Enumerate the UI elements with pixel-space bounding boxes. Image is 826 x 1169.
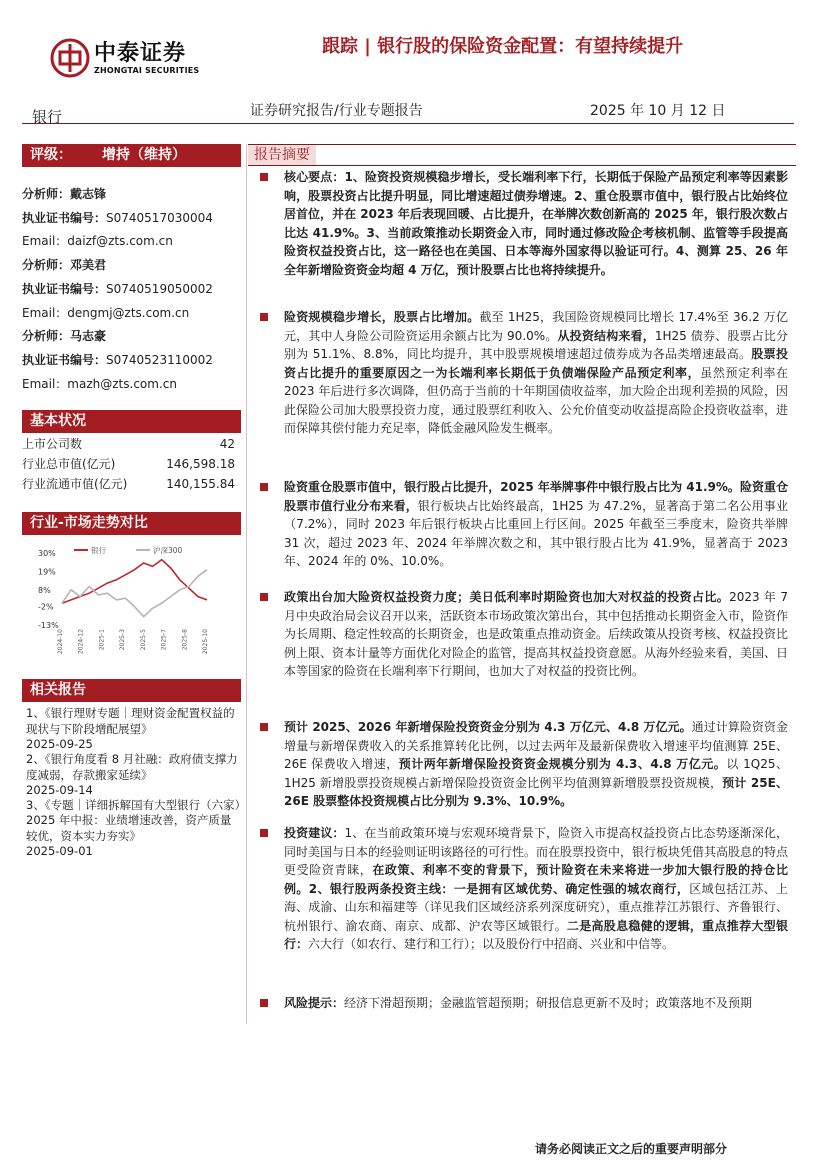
analyst-email[interactable]: dengmj@zts.com.cn — [67, 305, 190, 320]
bullet-icon — [260, 483, 268, 491]
analyst-email[interactable]: daizf@zts.com.cn — [67, 234, 173, 249]
bullet-icon — [260, 829, 268, 837]
basic-info-key: 上市公司数 — [22, 437, 83, 452]
summary-paragraph — [248, 718, 788, 811]
related-report-item[interactable] — [26, 752, 241, 798]
related-report-date: 2025-09-01 — [26, 844, 93, 858]
x-tick-label: 2025-5 — [139, 629, 147, 651]
x-tick-label: 2025-10 — [202, 629, 209, 655]
text-segment: 险资重仓股票市值中，银行股占比提升，2025 年举牌事件中银行股占比为 41.9%。险资重仓股票市值行业分布来看， — [284, 480, 788, 513]
y-tick-label: 8% — [38, 586, 51, 596]
y-tick-label: -13% — [38, 621, 59, 631]
analyst-list — [22, 183, 241, 396]
market-chart-svg — [22, 545, 241, 655]
analyst-cert-row — [22, 278, 241, 302]
rating-value: 增持（维持） — [102, 147, 186, 163]
summary-paragraph — [248, 168, 788, 279]
analyst-cert-row — [22, 349, 241, 373]
summary-paragraph — [248, 308, 788, 438]
basic-info-value: 42 — [219, 437, 235, 452]
text-segment: 预计 2025、2026 年新增保险投资资金分别为 4.3 万亿元、4.8 万亿元。 — [284, 720, 692, 734]
text-segment: 经济下滑超预期；金融监管超预期；研报信息更新不及时；政策落地不及预期 — [344, 996, 753, 1010]
text-segment: 险资规模稳步增长，股票占比增加。 — [284, 310, 480, 324]
analyst-email-label: Email： — [22, 234, 68, 249]
summary-title: 报告摘要 — [248, 145, 316, 165]
x-tick-label: 2025-1 — [98, 629, 106, 651]
x-tick-label: 2025-8 — [181, 629, 189, 651]
summary-section — [248, 144, 796, 1010]
analyst-email-row — [22, 230, 241, 254]
market-chart — [22, 545, 241, 655]
y-tick-label: -2% — [38, 602, 54, 612]
related-report-item[interactable] — [26, 706, 241, 752]
text-segment: 2023 年 7 月中央政治局会议召开以来，活跃资本市场政策次第出台，其中包括推动长期资金入市，险资作为长周期、稳定性较高的长期资金，也是政策重点推动资金。后续政策从投资考核、权益投资比例上限、资本计量等方面优化对险企的监管，提高其权益投资意愿。从海外经验来看，美国、日本等国家的险资在长端利率下行期间，也加大了对权益的投资比例。 — [284, 590, 789, 678]
paragraph-text — [284, 718, 788, 811]
paragraph-text — [284, 168, 788, 279]
legend-label: 沪深300 — [153, 546, 183, 556]
legend-label: 银行 — [91, 546, 106, 556]
text-segment: 1、在当前政策环境与宏观环境背景下，险资入市提高权益投资占比态势逐渐深化，同时美国与日本的经验则证明该路径的可行性。而在股票投资中，银行板块凭借其高股息的特点更受险资青睐， — [284, 826, 789, 877]
column-divider — [246, 144, 247, 1024]
analyst-email-row — [22, 373, 241, 397]
bullet-icon — [260, 173, 268, 181]
analyst-name-row — [22, 325, 241, 349]
related-report-date: 2025-09-14 — [26, 782, 93, 797]
bullet-icon — [260, 593, 268, 601]
summary-header — [248, 144, 796, 166]
rating-label: 评级： — [30, 147, 72, 163]
text-segment: 预计两年新增保险投资资金规模分别为 4.3、4.8 万亿元。 — [398, 757, 727, 771]
analyst-name: 马志豪 — [70, 329, 107, 344]
footer-disclaimer: 请务必阅读正文之后的重要声明部分 — [535, 1142, 728, 1156]
industry-label: 银行 — [32, 108, 63, 126]
report-date: 2025 年 10 月 12 日 — [590, 103, 726, 119]
analyst-name-row — [22, 183, 241, 207]
text-segment: 银行板块占比始终最高，1H25 为 47.2%，显著高于第二名公用事业（7.2%），同时 2023 年后银行板块占比重回上行区间。2025 年截至三季度末，险资共举牌 31 次，超过 2023 年、2024 年举牌次数之和，其中银行股占比为 41.9%，显著高于 2023 年、2024 年的 0%、10.0%。 — [284, 498, 788, 568]
related-report-date: 2025-09-25 — [26, 736, 93, 751]
brand-name-en: ZHONGTAI SECURITIES — [94, 66, 200, 75]
x-tick-label: 2025-7 — [160, 629, 168, 651]
report-type: 证券研究报告/行业专题报告 — [250, 103, 423, 119]
text-segment: 投资建议： — [284, 826, 345, 840]
x-tick-label: 2025-3 — [119, 629, 127, 651]
text-segment: 在政策、利率不变的背景下，预计险资在未来将进一步加大银行股的持仓比例。2、银行股两条投资主线：一是拥有区域优势、确定性强的城农商行， — [284, 863, 788, 896]
paragraph-text — [284, 308, 788, 438]
text-segment: 预计 25E、26E 股票整体投资规模占比分别为 9.3%、10.9%。 — [284, 775, 789, 808]
market-chart-header: 行业-市场走势对比 — [22, 512, 241, 535]
analyst-name: 戴志锋 — [70, 187, 107, 201]
text-segment: 股票投资占比提升的重要原因之一为长端利率长期低于负债端保险产品预定利率， — [284, 347, 788, 380]
bullet-icon — [260, 999, 268, 1007]
summary-paragraph — [248, 824, 788, 954]
related-reports-list — [22, 706, 241, 859]
basic-info-table — [22, 434, 241, 494]
analyst-cert-row — [22, 207, 241, 231]
series-line-bank — [62, 560, 207, 604]
bullet-icon — [260, 723, 268, 731]
basic-info-row — [22, 474, 241, 494]
report-title: 跟踪 | 银行股的保险资金配置：有望持续提升 — [322, 36, 684, 57]
analyst-cert-label: 执业证书编号： — [22, 281, 107, 296]
text-segment: 政策出台加大险资权益投资力度；美日低利率时期险资也加大对权益的投资占比。 — [284, 590, 730, 604]
basic-info-key: 行业流通市值(亿元) — [22, 477, 128, 492]
analyst-email[interactable]: mazh@zts.com.cn — [67, 376, 177, 391]
paragraph-text — [284, 994, 788, 1013]
text-segment: 截至 1H25，我国险资规模同比增长 17.4%至 36.2 万亿元，其中人身险公司险资运用余额占比为 90.0%。 — [284, 310, 788, 343]
analyst-cert: S0740517030004 — [106, 210, 213, 225]
related-report-title[interactable]: 1、《银行理财专题｜理财资金配置权益的现状与下阶段增配展望》 — [26, 706, 235, 736]
analyst-name-label: 分析师： — [22, 187, 71, 201]
rating-bar — [22, 144, 241, 167]
analyst-name-label: 分析师： — [22, 329, 71, 344]
analyst-name-row — [22, 254, 241, 278]
text-segment: 从投资结构来看， — [557, 328, 655, 343]
summary-paragraph — [248, 588, 788, 681]
basic-info-row — [22, 454, 241, 474]
related-report-title[interactable]: 2、《银行角度看 8 月社融：政府债支撑力度减弱，存款搬家延续》 — [26, 752, 238, 782]
text-segment: 区域包括江苏、上海、成渝、山东和福建等（详见我们区域经济系列深度研究），重点推荐江苏银行、齐鲁银行、杭州银行、渝农商、南京、成都、沪农等区域银行。 — [284, 881, 788, 933]
x-tick-label: 2024-12 — [77, 629, 85, 655]
analyst-cert: S0740523110002 — [106, 352, 213, 367]
analyst-cert: S0740519050002 — [106, 281, 213, 296]
paragraph-text — [284, 478, 788, 571]
paragraph-text — [284, 824, 788, 954]
summary-paragraph — [248, 994, 788, 1013]
y-tick-label: 30% — [38, 549, 56, 559]
basic-info-row — [22, 434, 241, 454]
basic-info-value: 140,155.84 — [166, 477, 235, 492]
sidebar — [22, 144, 241, 859]
text-segment: 1H25 债券、股票占比分别为 51.1%、8.8%，同比均提升，其中股票规模增速超过债券成为各品类增速最高。 — [284, 328, 788, 361]
analyst-name: 邓美君 — [70, 258, 107, 273]
brand-mark-icon — [50, 38, 90, 78]
series-line-csi300 — [62, 570, 207, 617]
basic-info-header: 基本状况 — [22, 410, 241, 433]
related-report-title[interactable]: 3、《专题｜详细拆解国有大型银行（六家）2025 年中报：业绩增速改善，资产质量较优，资本实力夯实》 — [26, 798, 241, 843]
bullet-icon — [260, 313, 268, 321]
analyst-email-row — [22, 302, 241, 326]
basic-info-value: 146,598.18 — [166, 457, 235, 472]
analyst-name-label: 分析师： — [22, 258, 71, 273]
analyst-email-label: Email： — [22, 305, 68, 320]
paragraph-text — [284, 588, 788, 681]
text-segment: 通过计算险资资金增量与新增保费收入的关系推算转化比例，以过去两年及最新保费收入增速平均值测算 25E、26E 保费收入增速， — [284, 720, 788, 771]
summary-paragraph — [248, 478, 788, 571]
related-report-item[interactable] — [26, 798, 241, 859]
text-segment: 二是高股息稳健的逻辑，重点推荐大型银行： — [284, 918, 788, 951]
y-tick-label: 19% — [38, 567, 56, 577]
text-segment: 虽然预定利率在 2023 年后进行多次调降，但仍高于当前的十年期国债收益率，加大险企出现利差损的风险，因此保险公司加大股票投资力度，通过股票红利收入、公允价值变动收益提高险企投资收益率，进而保障其偿付能力充足率，降低金融风险发生概率。 — [284, 365, 789, 435]
x-tick-label: 2024-10 — [57, 629, 64, 655]
brand-name-cn: 中泰证券 — [94, 41, 187, 66]
text-segment: 六大行（如农行、建行和工行）；以及股份行中招商、兴业和中信等。 — [308, 937, 675, 951]
text-segment: 以 1Q25、1H25 新增股票投资规模占新增保险投资资金比例平均值测算新增股票投资规模， — [284, 757, 789, 790]
brand-logo — [50, 36, 210, 82]
text-segment: 风险提示： — [284, 996, 345, 1010]
text-segment: 核心要点：1、险资投资规模稳步增长，受长端利率下行，长期低于保险产品预定利率等因素影响，股票投资占比提升明显，同比增速超过债券增速。2、重仓股票市值中，银行股占比始终位居首位，并在 2023 年后表现回暖、占比提升，在举牌次数创新高的 2025 年，银行股次数占比达 41.9%。3、当前政策推动长期资金入市，同时通过修改险企考核机制、监管等手段提高险资权益投资占比，这一路径也在美国、日本等海外国家得以验证可行。4、测算 25、26 年全年新增险资资金均超 4 万亿，预计股票占比也将持续提升。 — [284, 170, 788, 277]
related-reports-header: 相关报告 — [22, 679, 241, 702]
analyst-cert-label: 执业证书编号： — [22, 210, 107, 225]
header-divider — [22, 123, 794, 124]
analyst-email-label: Email： — [22, 376, 68, 391]
basic-info-key: 行业总市值(亿元) — [22, 457, 116, 472]
analyst-cert-label: 执业证书编号： — [22, 352, 107, 367]
